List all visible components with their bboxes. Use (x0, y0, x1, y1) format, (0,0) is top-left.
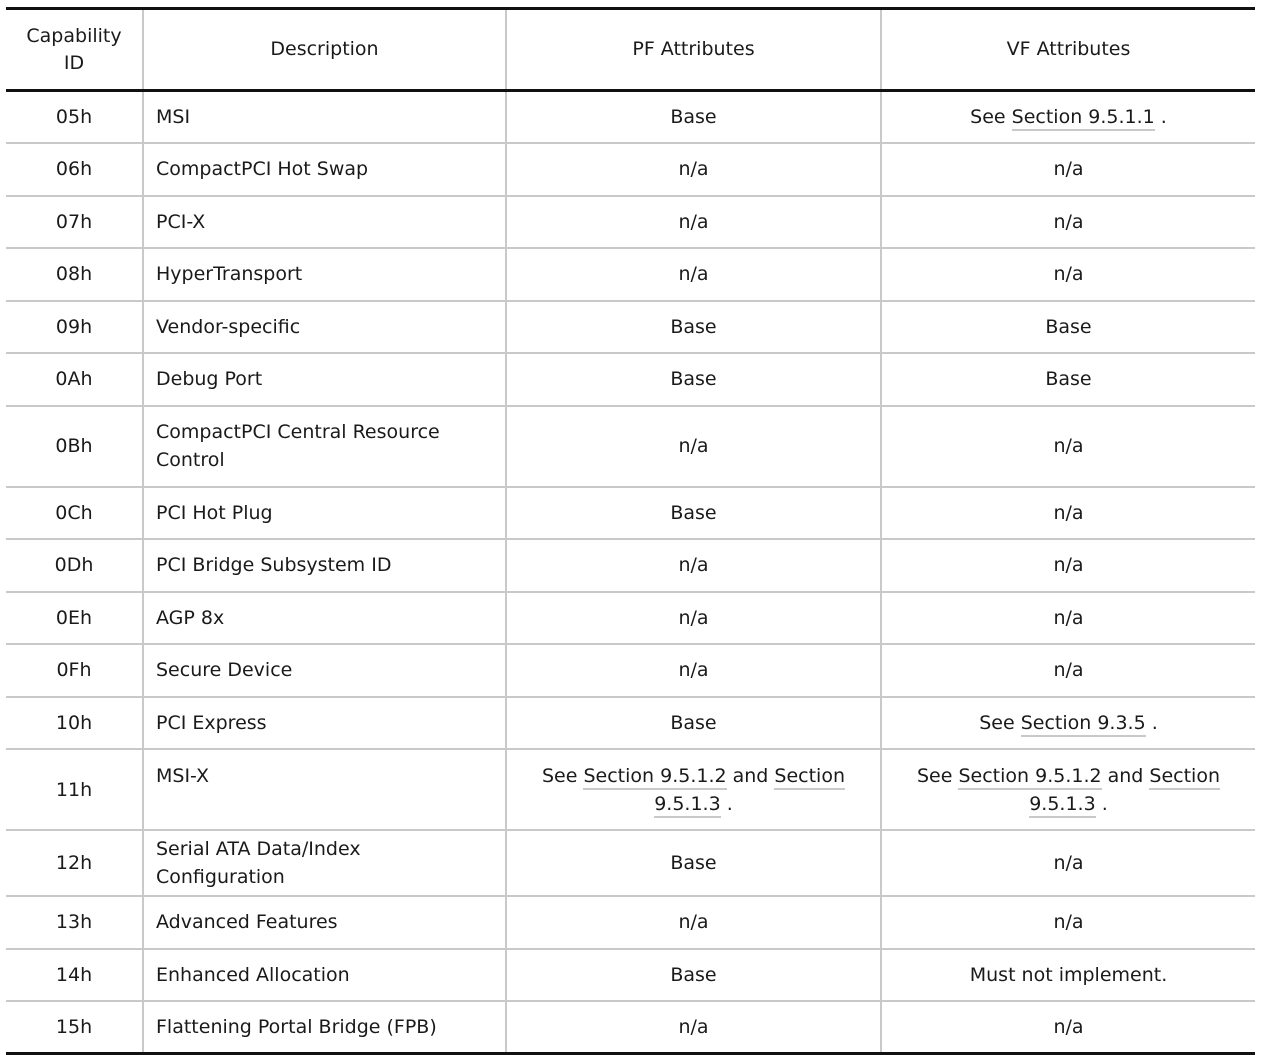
description-cell: Secure Device (143, 644, 506, 697)
description-cell: Flattening Portal Bridge (FPB) (143, 1001, 506, 1054)
table-row (6, 592, 1255, 645)
pf-attributes-cell: n/a (506, 644, 881, 697)
description-cell: AGP 8x (143, 592, 506, 645)
capability-id-cell: 13h (55, 911, 93, 934)
table-row (6, 353, 1255, 406)
cell-text: See (541, 764, 584, 787)
pf-attributes-cell: n/a (506, 1001, 881, 1054)
pf-attributes-cell: n/a (506, 406, 881, 487)
capability-id-cell: 06h (55, 158, 93, 181)
pf-attributes-cell: Base (506, 487, 881, 540)
vf-attributes-cell: n/a (881, 406, 1255, 487)
capability-id-cell: 0Fh (56, 659, 92, 682)
pf-attributes-cell: n/a (506, 539, 881, 592)
vf-attributes-cell (881, 91, 1255, 144)
capability-id-cell: 0Eh (55, 606, 93, 629)
capability-id-cell: 09h (55, 315, 93, 338)
table-row (6, 487, 1255, 540)
cell-text: . (720, 792, 733, 815)
capability-id-cell: 0Dh (54, 554, 94, 577)
vf-attributes-cell: n/a (881, 644, 1255, 697)
table-row (6, 749, 1255, 830)
vf-attributes-cell: n/a (881, 143, 1255, 196)
table-row (6, 143, 1255, 196)
table-row (6, 830, 1255, 896)
capability-id-cell: 05h (55, 106, 93, 128)
description-cell: HyperTransport (143, 248, 506, 301)
vf-attributes-cell: Base (881, 301, 1255, 354)
section-link[interactable]: Section 9.5.1.3 (1029, 765, 1220, 818)
pf-attributes-cell: n/a (506, 592, 881, 645)
capability-id-cell: 0Ch (55, 501, 93, 524)
description-cell: Serial ATA Data/Index Configuration (143, 830, 506, 896)
cell-text: See (979, 711, 1021, 734)
pf-attributes-cell (506, 749, 881, 830)
header-capability-id: Capability ID (26, 24, 122, 74)
description-cell: Vendor-specific (143, 301, 506, 354)
capability-id-cell: 15h (55, 1016, 93, 1038)
description-cell: PCI Hot Plug (143, 487, 506, 540)
section-link[interactable]: Section 9.5.1.3 (654, 765, 845, 818)
pf-attributes-cell: n/a (506, 248, 881, 301)
pf-attributes-cell: n/a (506, 896, 881, 949)
section-link[interactable]: Section 9.5.1.2 (583, 765, 726, 790)
capability-id-cell: 07h (55, 210, 93, 233)
capability-id-cell: 11h (55, 778, 93, 801)
header-pf-attributes: PF Attributes (506, 9, 881, 91)
table-row (6, 196, 1255, 249)
capability-table (6, 7, 1255, 1055)
vf-attributes-cell: n/a (881, 1001, 1255, 1054)
capability-id-cell: 10h (55, 711, 93, 734)
description-cell: MSI (143, 91, 506, 144)
pf-attributes-cell: Base (506, 353, 881, 406)
vf-attributes-cell: n/a (881, 248, 1255, 301)
pf-attributes-cell: Base (506, 949, 881, 1002)
cell-text: See (970, 106, 1012, 128)
table-row (6, 91, 1255, 144)
cell-text: and (726, 764, 775, 787)
vf-attributes-cell (881, 749, 1255, 830)
capability-id-cell: 0Ah (55, 368, 93, 391)
vf-attributes-cell: n/a (881, 539, 1255, 592)
description-cell: CompactPCI Central Resource Control (143, 406, 506, 487)
cell-text: . (1145, 711, 1158, 734)
cell-text: and (1101, 764, 1150, 787)
table-row (6, 1001, 1255, 1054)
cell-text: See (916, 764, 959, 787)
vf-attributes-cell: n/a (881, 592, 1255, 645)
table-row (6, 248, 1255, 301)
description-cell: CompactPCI Hot Swap (143, 143, 506, 196)
table-row (6, 896, 1255, 949)
pf-attributes-cell: Base (506, 301, 881, 354)
pf-attributes-cell: n/a (506, 196, 881, 249)
vf-attributes-cell: Base (881, 353, 1255, 406)
vf-attributes-cell: n/a (881, 487, 1255, 540)
table-row (6, 644, 1255, 697)
pf-attributes-cell: Base (506, 697, 881, 750)
table-row (6, 406, 1255, 487)
section-link[interactable]: Section 9.5.1.1 (1012, 106, 1155, 131)
capability-id-cell: 08h (55, 263, 93, 286)
section-link[interactable]: Section 9.3.5 (1021, 712, 1146, 737)
pf-attributes-cell: n/a (506, 143, 881, 196)
description-cell: PCI Bridge Subsystem ID (143, 539, 506, 592)
section-link[interactable]: Section 9.5.1.2 (958, 765, 1101, 790)
capability-id-cell: 14h (55, 963, 93, 986)
pf-attributes-cell: Base (506, 830, 881, 896)
vf-attributes-cell: n/a (881, 830, 1255, 896)
header-row (6, 9, 1255, 91)
table-row (6, 697, 1255, 750)
table-row (6, 301, 1255, 354)
table-body (6, 91, 1255, 1054)
vf-attributes-cell: n/a (881, 196, 1255, 249)
description-cell: Advanced Features (143, 896, 506, 949)
header-vf-attributes: VF Attributes (881, 9, 1255, 91)
vf-attributes-cell: n/a (881, 896, 1255, 949)
table-header (6, 9, 1255, 91)
vf-attributes-cell: Must not implement. (881, 949, 1255, 1002)
description-cell: PCI Express (143, 697, 506, 750)
header-description: Description (143, 9, 506, 91)
cell-text: . (1154, 106, 1167, 128)
description-cell: Enhanced Allocation (143, 949, 506, 1002)
table-row (6, 949, 1255, 1002)
table-row (6, 539, 1255, 592)
description-cell: Debug Port (143, 353, 506, 406)
capability-id-cell: 0Bh (55, 435, 93, 457)
vf-attributes-cell (881, 697, 1255, 750)
capability-id-cell: 12h (55, 852, 93, 874)
description-cell: PCI-X (143, 196, 506, 249)
description-cell: MSI-X (143, 749, 506, 830)
pf-attributes-cell: Base (506, 91, 881, 144)
cell-text: . (1095, 792, 1108, 815)
